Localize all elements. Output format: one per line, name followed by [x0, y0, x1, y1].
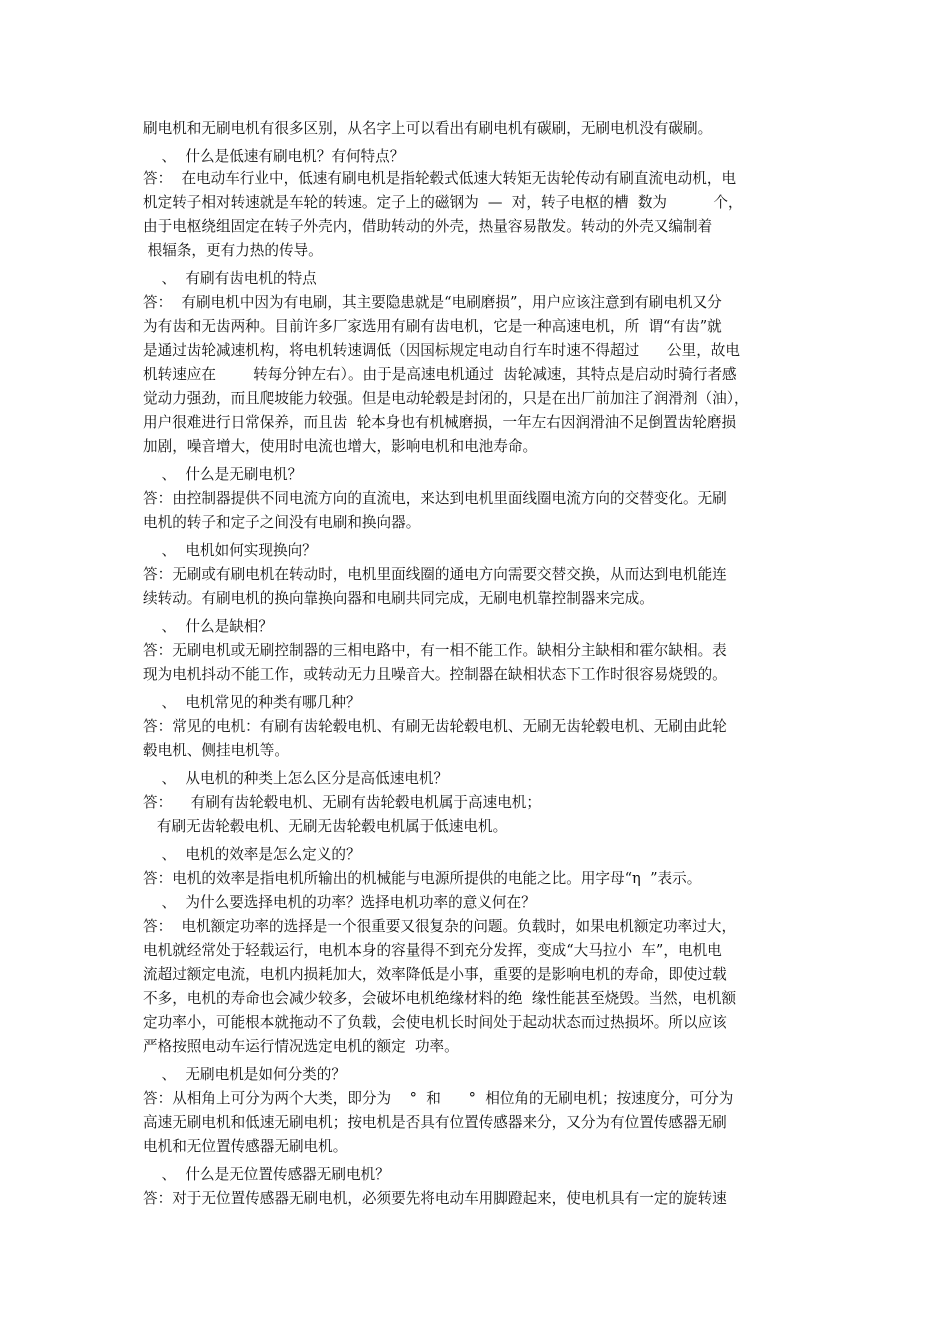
- question-line: 、 为什么要选择电机的功率？选择电机功率的意义何在？: [143, 894, 536, 911]
- answer-line: 答：对于无位置传感器无刷电机，必须要先将电动车用脚蹬起来，使电机具有一定的旋转速: [143, 1190, 727, 1207]
- text-line: 流超过额定电流，电机内损耗加大，效率降低是小事，重要的是影响电机的寿命，即使过载: [143, 966, 727, 983]
- question-line: 、 电机如何实现换向？: [143, 542, 317, 559]
- question-line: 、 什么是缺相？: [143, 618, 273, 635]
- question-line: 、 什么是无位置传感器无刷电机？: [143, 1166, 390, 1183]
- text-line: 电机和无位置传感器无刷电机。: [143, 1138, 348, 1155]
- question-line: 、 什么是无刷电机？: [143, 466, 303, 483]
- text-line: 现为电机抖动不能工作，或转动无力且噪音大。控制器在缺相状态下工作时很容易烧毁的。: [143, 666, 727, 683]
- answer-line: 答：常见的电机：有刷有齿轮毂电机、有刷无齿轮毂电机、无刷无齿轮毂电机、无刷由此轮: [143, 718, 727, 735]
- question-line: 、 有刷有齿电机的特点: [143, 270, 317, 287]
- text-line: 不多，电机的寿命也会减少较多，会破坏电机绝缘材料的绝 缘性能甚至烧毁。当然，电机额: [143, 990, 737, 1007]
- question-line: 、 无刷电机是如何分类的？: [143, 1066, 346, 1083]
- text-line: 电机的转子和定子之间没有电刷和换向器。: [143, 514, 421, 531]
- text-line: 毂电机、侧挂电机等。: [143, 742, 289, 759]
- text-line: 根辐条，更有力热的传导。: [143, 242, 323, 259]
- text-line: 为有齿和无齿两种。目前许多厂家选用有刷有齿电机，它是一种高速电机，所 谓“有齿”就: [143, 318, 722, 335]
- question-line: 、 电机的效率是怎么定义的？: [143, 846, 361, 863]
- text-line: 觉动力强劲，而且爬坡能力较强。但是电动轮毂是封闭的，只是在出厂前加注了润滑剂（油），: [143, 390, 749, 407]
- text-line: 有刷无齿轮毂电机、无刷无齿轮毂电机属于低速电机。: [143, 818, 508, 835]
- answer-line: 答：无刷或有刷电机在转动时，电机里面线圈的通电方向需要交替交换，从而达到电机能连: [143, 566, 727, 583]
- question-line: 、 什么是低速有刷电机？有何特点？: [143, 148, 405, 165]
- text-line: 续转动。有刷电机的换向靠换向器和电刷共同完成，无刷电机靠控制器来完成。: [143, 590, 654, 607]
- answer-line: 答： 电机额定功率的选择是一个很重要又很复杂的问题。负载时，如果电机额定功率过大，: [143, 918, 737, 935]
- text-line: 机转速应在 转每分钟左右）。由于是高速电机通过 齿轮减速，其特点是启动时骑行者感: [143, 366, 737, 383]
- answer-line: 答：从相角上可分为两个大类，即分为 ° 和 ° 相位角的无刷电机；按速度分，可分为: [143, 1090, 734, 1107]
- text-line: 高速无刷电机和低速无刷电机；按电机是否具有位置传感器来分，又分为有位置传感器无刷: [143, 1114, 727, 1131]
- question-line: 、 从电机的种类上怎么区分是高低速电机？: [143, 770, 449, 787]
- text-line: 由于电枢绕组固定在转子外壳内，借助转动的外壳，热量容易散发。转动的外壳又编制着: [143, 218, 713, 235]
- answer-line: 答：无刷电机或无刷控制器的三相电路中，有一相不能工作。缺相分主缺相和霍尔缺相。表: [143, 642, 727, 659]
- text-line: 严格按照电动车运行情况选定电机的额定 功率。: [143, 1038, 459, 1055]
- answer-line: 答：由控制器提供不同电流方向的直流电，来达到电机里面线圈电流方向的交替变化。无刷: [143, 490, 727, 507]
- answer-line: 答：电机的效率是指电机所输出的机械能与电源所提供的电能之比。用字母“η ”表示。: [143, 870, 702, 887]
- text-line: 是通过齿轮减速机构，将电机转速调低（因国标规定电动自行车时速不得超过 公里，故电: [143, 342, 740, 359]
- question-line: 、 电机常见的种类有哪几种？: [143, 694, 361, 711]
- text-line: 机定转子相对转速就是车轮的转速。定子上的磁钢为 — 对，转子电枢的槽 数为 个，: [143, 194, 743, 211]
- answer-line: 答： 有刷电机中因为有电刷，其主要隐患就是“电刷磨损”，用户应该注意到有刷电机又分: [143, 294, 722, 311]
- text-line: 用户很难进行日常保养，而且齿 轮本身也有机械磨损，一年左右因润滑油不足倒置齿轮磨损: [143, 414, 737, 431]
- answer-line: 答： 有刷有齿轮毂电机、无刷有齿轮毂电机属于高速电机；: [143, 794, 541, 811]
- answer-line: 答： 在电动车行业中，低速有刷电机是指轮毂式低速大转矩无齿轮传动有刷直流电动机，电: [143, 170, 737, 187]
- text-line: 刷电机和无刷电机有很多区别，从名字上可以看出有刷电机有碳刷，无刷电机没有碳刷。: [143, 120, 713, 137]
- text-line: 电机就经常处于轻载运行，电机本身的容量得不到充分发挥，变成“大马拉小 车”，电机电: [143, 942, 722, 959]
- text-line: 加剧，噪音增大，使用时电流也增大，影响电机和电池寿命。: [143, 438, 538, 455]
- text-line: 定功率小，可能根本就拖动不了负载，会使电机长时间处于起动状态而过热损坏。所以应该: [143, 1014, 727, 1031]
